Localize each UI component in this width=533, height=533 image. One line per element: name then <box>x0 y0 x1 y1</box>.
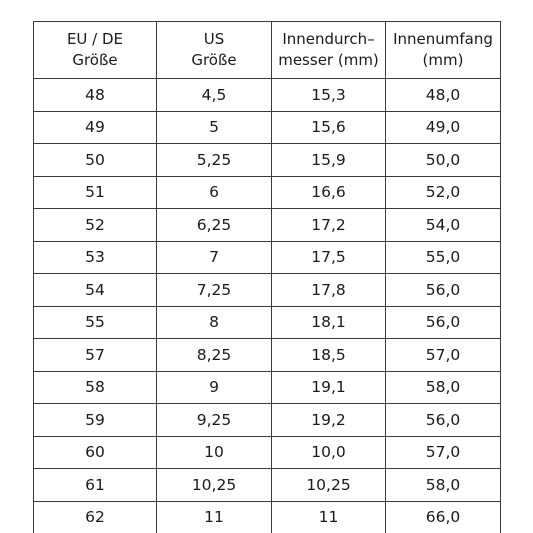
cell-inner-circumference: 50,0 <box>386 144 501 177</box>
table-row <box>34 241 501 274</box>
cell-us-size: 5,25 <box>157 144 272 177</box>
table-row <box>34 306 501 339</box>
cell-us-size: 8 <box>157 306 272 339</box>
header-line: EU / DE <box>66 30 124 48</box>
cell-eu-de-size: 52 <box>34 209 157 242</box>
ring-size-table <box>33 21 501 533</box>
cell-inner-circumference: 56,0 <box>386 306 501 339</box>
cell-eu-de-size: 54 <box>34 274 157 307</box>
table-row <box>34 339 501 372</box>
cell-us-size: 7 <box>157 241 272 274</box>
cell-eu-de-size: 59 <box>34 404 157 437</box>
cell-us-size: 9 <box>157 371 272 404</box>
header-line: US <box>203 30 225 48</box>
cell-inner-circumference: 57,0 <box>386 436 501 469</box>
cell-us-size: 5 <box>157 111 272 144</box>
header-eu-de-size <box>34 22 157 79</box>
cell-eu-de-size: 57 <box>34 339 157 372</box>
header-line: Innendurch– <box>282 30 375 48</box>
cell-inner-circumference: 56,0 <box>386 274 501 307</box>
cell-us-size: 6 <box>157 176 272 209</box>
cell-inner-circumference: 57,0 <box>386 339 501 372</box>
header-us-size <box>157 22 272 79</box>
cell-inner-circumference: 66,0 <box>386 501 501 533</box>
table-row <box>34 111 501 144</box>
cell-us-size: 8,25 <box>157 339 272 372</box>
cell-inner-circumference: 58,0 <box>386 371 501 404</box>
cell-inner-diameter: 17,2 <box>272 209 386 242</box>
cell-eu-de-size: 55 <box>34 306 157 339</box>
cell-inner-diameter: 11 <box>272 501 386 533</box>
header-line: messer (mm) <box>278 51 379 69</box>
cell-inner-diameter: 15,9 <box>272 144 386 177</box>
cell-us-size: 9,25 <box>157 404 272 437</box>
cell-eu-de-size: 51 <box>34 176 157 209</box>
cell-inner-circumference: 54,0 <box>386 209 501 242</box>
cell-us-size: 11 <box>157 501 272 533</box>
cell-inner-diameter: 18,5 <box>272 339 386 372</box>
cell-eu-de-size: 48 <box>34 79 157 112</box>
table-row <box>34 469 501 502</box>
cell-inner-diameter: 16,6 <box>272 176 386 209</box>
cell-eu-de-size: 50 <box>34 144 157 177</box>
table-row <box>34 404 501 437</box>
table-row <box>34 144 501 177</box>
header-inner-circumference <box>386 22 501 79</box>
cell-inner-diameter: 17,5 <box>272 241 386 274</box>
cell-inner-diameter: 17,8 <box>272 274 386 307</box>
table-row <box>34 436 501 469</box>
cell-us-size: 6,25 <box>157 209 272 242</box>
table-row <box>34 79 501 112</box>
cell-inner-diameter: 15,6 <box>272 111 386 144</box>
cell-inner-diameter: 10,25 <box>272 469 386 502</box>
cell-inner-circumference: 58,0 <box>386 469 501 502</box>
cell-us-size: 4,5 <box>157 79 272 112</box>
cell-inner-diameter: 15,3 <box>272 79 386 112</box>
header-line: Größe <box>191 51 237 69</box>
table-row <box>34 371 501 404</box>
header-row <box>34 22 501 79</box>
cell-inner-diameter: 10,0 <box>272 436 386 469</box>
cell-eu-de-size: 61 <box>34 469 157 502</box>
cell-eu-de-size: 60 <box>34 436 157 469</box>
cell-eu-de-size: 53 <box>34 241 157 274</box>
table-row <box>34 274 501 307</box>
cell-inner-circumference: 48,0 <box>386 79 501 112</box>
table-row <box>34 501 501 533</box>
header-inner-diameter <box>272 22 386 79</box>
cell-inner-circumference: 52,0 <box>386 176 501 209</box>
cell-inner-diameter: 19,1 <box>272 371 386 404</box>
cell-inner-diameter: 19,2 <box>272 404 386 437</box>
table-row <box>34 209 501 242</box>
cell-inner-diameter: 18,1 <box>272 306 386 339</box>
cell-inner-circumference: 49,0 <box>386 111 501 144</box>
cell-us-size: 10 <box>157 436 272 469</box>
header-line: (mm) <box>422 51 464 69</box>
cell-eu-de-size: 62 <box>34 501 157 533</box>
cell-eu-de-size: 58 <box>34 371 157 404</box>
table-row <box>34 176 501 209</box>
header-line: Größe <box>72 51 118 69</box>
cell-us-size: 7,25 <box>157 274 272 307</box>
cell-inner-circumference: 56,0 <box>386 404 501 437</box>
header-line: Innenumfang <box>393 30 493 48</box>
cell-inner-circumference: 55,0 <box>386 241 501 274</box>
cell-eu-de-size: 49 <box>34 111 157 144</box>
cell-us-size: 10,25 <box>157 469 272 502</box>
